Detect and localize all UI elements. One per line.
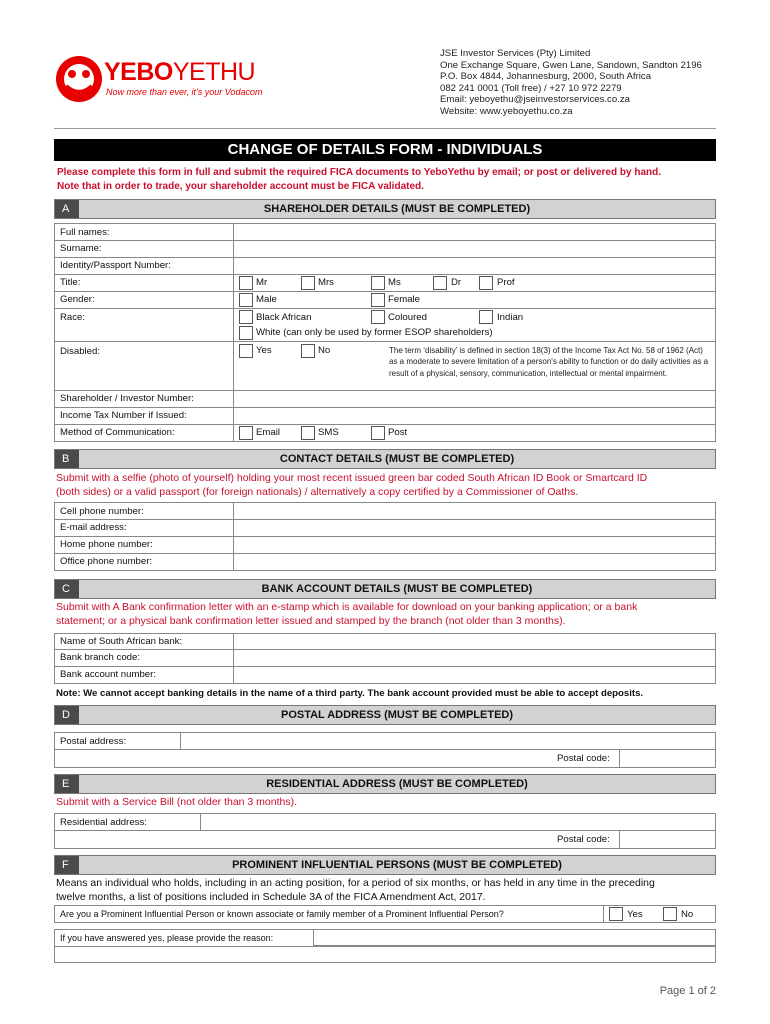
communication-row [54, 425, 716, 442]
brand-tagline: Now more than ever, it's your Vodacom [106, 87, 263, 97]
race-black-african-checkbox[interactable] [239, 310, 253, 324]
full-names-row [54, 223, 716, 241]
section-title: CONTACT DETAILS (MUST BE COMPLETED) [279, 453, 515, 465]
section-letter: C [55, 580, 79, 598]
title-mrs-checkbox[interactable] [301, 276, 315, 290]
race-white-checkbox[interactable] [239, 326, 253, 340]
title-mr-checkbox[interactable] [239, 276, 253, 290]
race-indian-checkbox[interactable] [479, 310, 493, 324]
form-intro [57, 166, 717, 194]
full-names-label: Full names: [60, 227, 110, 238]
disability-definition: The term ‘disability’ is defined in section 18(3) of the Income Tax Act No. 58 of 1962 (Act) as a moderate to severe limitation of a person's ability to function or do daily activities as a result of a physical, sensory, communication, intellectual or mental impairment. [389, 346, 709, 378]
comm-post-checkbox[interactable] [371, 426, 385, 440]
pip-definition-line-2: twelve months, a list of positions included in Schedule 3A of the FICA Amendment Act, 2017. [56, 890, 486, 903]
pip-no-label: No [681, 909, 694, 920]
header-divider [54, 128, 716, 129]
branch-code-row [54, 650, 716, 667]
comm-post-label: Post [388, 427, 408, 438]
section-d-header [54, 705, 716, 725]
yeboyethu-logo-icon [54, 54, 104, 104]
pip-definition-line-1: Means an individual who holds, including in an acting position, for a period of six months, or has held in any time in the preceding [56, 877, 655, 889]
pip-question-label: Are you a Prominent Influential Person or known associate or family member of a Prominent Influential Person? [60, 909, 504, 919]
postal-code-row [54, 750, 716, 768]
section-c-header [54, 579, 716, 599]
investor-number-row [54, 391, 716, 408]
section-title: RESIDENTIAL ADDRESS (MUST BE COMPLETED) [266, 778, 528, 790]
comm-email-label: Email [256, 427, 280, 438]
section-letter: F [55, 856, 79, 874]
title-dr-label: Dr [451, 277, 462, 288]
section-title: BANK ACCOUNT DETAILS (MUST BE COMPLETED) [261, 583, 533, 595]
section-b-header [54, 449, 716, 469]
title-ms-label: Ms [388, 277, 401, 288]
bank-name-label: Name of South African bank: [60, 636, 183, 647]
race-indian-label: Indian [497, 312, 524, 323]
tax-number-label: Income Tax Number if Issued: [60, 410, 187, 421]
race-row [54, 309, 716, 342]
investor-number-label: Shareholder / Investor Number: [60, 393, 194, 404]
disabled-yes-label: Yes [256, 345, 272, 356]
section-letter: B [55, 450, 79, 468]
id-number-label: Identity/Passport Number: [60, 260, 171, 271]
postal-address-row [54, 732, 716, 750]
race-white-label: White (can only be used by former ESOP shareholders) [256, 327, 493, 338]
intro-line-2: Note that in order to trade, your shareholder account must be FICA validated. [57, 181, 424, 192]
gender-female-label: Female [388, 294, 420, 305]
disabled-label: Disabled: [60, 346, 100, 357]
race-label: Race: [60, 312, 86, 323]
title-row [54, 275, 716, 292]
company-address-block [440, 48, 730, 118]
phone-line: 082 241 0001 (Toll free) / +27 10 972 2279 [440, 82, 622, 94]
cell-phone-row [54, 502, 716, 520]
gender-female-checkbox[interactable] [371, 293, 385, 307]
race-coloured-label: Coloured [388, 312, 427, 323]
section-title: PROMINENT INFLUENTIAL PERSONS (MUST BE COMPLETED) [232, 859, 562, 871]
form-title: CHANGE OF DETAILS FORM - INDIVIDUALS [54, 139, 716, 161]
residential-postal-code-label: Postal code: [557, 834, 610, 845]
id-number-row [54, 258, 716, 275]
email-line: Email: yeboyethu@jseinvestorservices.co.za [440, 94, 630, 106]
contact-note-line-2: (both sides) or a valid passport (for foreign nationals) / alternatively a copy certified by a Commissioner of Oaths. [56, 485, 579, 498]
home-phone-label: Home phone number: [60, 539, 153, 550]
intro-line-1: Please complete this form in full and submit the required FICA documents to YeboYethu by email; or post or delivered by hand. [57, 167, 661, 178]
section-letter: A [55, 200, 79, 218]
email-row [54, 520, 716, 537]
residential-note: Submit with a Service Bill (not older than 3 months). [56, 796, 298, 808]
disabled-no-label: No [318, 345, 331, 356]
gender-label: Gender: [60, 294, 95, 305]
residential-address-label: Residential address: [60, 817, 147, 828]
contact-fica-note [56, 472, 718, 499]
residential-address-row [54, 813, 716, 831]
race-black-african-label: Black African [256, 312, 312, 323]
title-mrs-label: Mrs [318, 277, 334, 288]
comm-email-checkbox[interactable] [239, 426, 253, 440]
pip-question-row [54, 905, 716, 923]
contact-note-line-1: Submit with a selfie (photo of yourself) holding your most recent issued green bar coded South African ID Book or Smartcard ID [56, 472, 648, 484]
cell-phone-label: Cell phone number: [60, 506, 144, 517]
home-phone-row [54, 537, 716, 554]
address-line-2: P.O. Box 4844, Johannesburg, 2000, South Africa [440, 71, 652, 83]
pip-no-checkbox[interactable] [663, 907, 677, 921]
address-line-1: One Exchange Square, Gwen Lane, Sandown, Sandton 2196 [440, 59, 702, 71]
residential-postal-code-row [54, 831, 716, 849]
disabled-row [54, 342, 716, 391]
office-phone-row [54, 554, 716, 571]
email-label: E-mail address: [60, 522, 127, 533]
surname-label: Surname: [60, 243, 102, 254]
account-number-label: Bank account number: [60, 669, 156, 680]
disabled-no-checkbox[interactable] [301, 344, 315, 358]
comm-sms-label: SMS [318, 427, 339, 438]
pip-reason-row [54, 929, 716, 963]
page-number: Page 1 of 2 [659, 985, 716, 997]
bank-note-line-2: statement; or a physical bank confirmation letter issued and stamped by the branch (not older than 3 months). [56, 614, 566, 627]
title-mr-label: Mr [256, 277, 268, 288]
gender-male-checkbox[interactable] [239, 293, 253, 307]
section-title: SHAREHOLDER DETAILS (MUST BE COMPLETED) [263, 203, 531, 215]
account-number-row [54, 667, 716, 684]
pip-reason-label: If you have answered yes, please provide the reason: [60, 933, 274, 943]
pip-yes-label: Yes [627, 909, 643, 920]
section-f-header [54, 855, 716, 875]
office-phone-label: Office phone number: [60, 556, 153, 567]
title-prof-checkbox[interactable] [479, 276, 493, 290]
surname-row [54, 241, 716, 258]
branch-code-label: Bank branch code: [60, 652, 141, 663]
bank-name-row [54, 633, 716, 650]
pip-reason-input[interactable] [313, 930, 715, 946]
section-title: POSTAL ADDRESS (MUST BE COMPLETED) [280, 709, 514, 721]
third-party-warning: Note: We cannot accept banking details in the name of a third party. The bank account provided must be able to accept deposits. [56, 688, 644, 699]
gender-male-label: Male [256, 294, 277, 305]
postal-address-label: Postal address: [60, 736, 127, 747]
section-e-header [54, 774, 716, 794]
communication-label: Method of Communication: [60, 427, 175, 438]
gender-row [54, 292, 716, 309]
section-letter: D [55, 706, 79, 724]
comm-sms-checkbox[interactable] [301, 426, 315, 440]
website-line: Website: www.yeboyethu.co.za [440, 105, 573, 117]
title-dr-checkbox[interactable] [433, 276, 447, 290]
section-letter: E [55, 775, 79, 793]
race-coloured-checkbox[interactable] [371, 310, 385, 324]
brand-logo-text: YEBOYETHU [104, 58, 256, 86]
bank-fica-note [56, 601, 718, 628]
bank-note-line-1: Submit with A Bank confirmation letter with an e-stamp which is available for download on your banking application; or a bank [56, 601, 638, 613]
title-label: Title: [60, 277, 81, 288]
company-name: JSE Investor Services (Pty) Limited [440, 48, 591, 59]
pip-yes-checkbox[interactable] [609, 907, 623, 921]
disabled-yes-checkbox[interactable] [239, 344, 253, 358]
pip-definition [56, 877, 718, 904]
section-a-header [54, 199, 716, 219]
title-ms-checkbox[interactable] [371, 276, 385, 290]
postal-code-label: Postal code: [557, 753, 610, 764]
tax-number-row [54, 408, 716, 425]
title-prof-label: Prof [497, 277, 515, 288]
